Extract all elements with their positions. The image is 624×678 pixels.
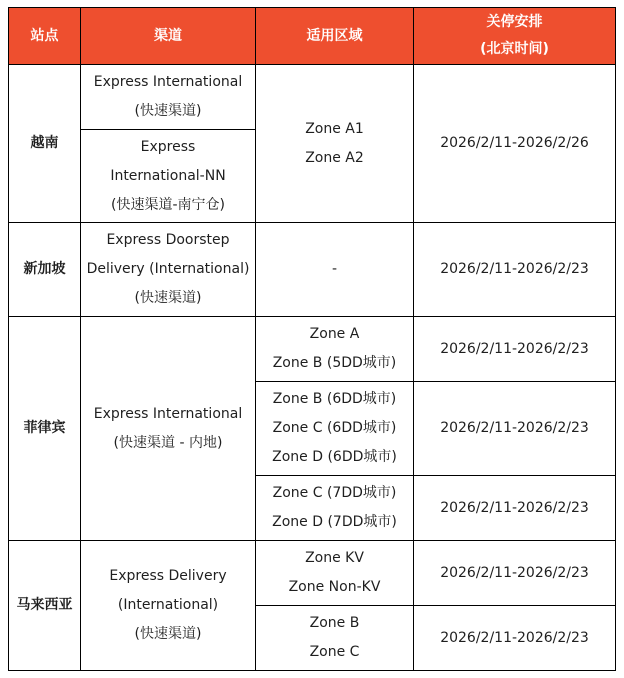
zone-philippines-3: [256, 476, 414, 541]
zone-malaysia-1: [256, 541, 414, 606]
zone-line: Zone KV: [305, 550, 364, 566]
channel-line: (International): [117, 597, 219, 613]
channel-line: (快速渠道): [134, 290, 202, 306]
channel-line: (快速渠道 - 内地): [113, 434, 223, 451]
zone-line: Zone C: [309, 644, 360, 660]
header-channel: 渠道: [81, 8, 256, 65]
date-philippines-2: 2026/2/11-2026/2/23: [414, 382, 616, 476]
table-row-malaysia-1: [9, 541, 616, 606]
suspension-schedule-table: [8, 7, 616, 671]
zone-line: Zone A2: [305, 149, 364, 166]
site-philippines: 菲律宾: [9, 317, 81, 541]
header-zone: 适用区域: [256, 8, 414, 65]
channel-line: (快速渠道): [134, 626, 202, 642]
channel-vietnam-express-nn: [81, 130, 256, 223]
channel-line: Express: [140, 138, 196, 155]
date-vietnam: 2026/2/11-2026/2/26: [414, 65, 616, 223]
zone-line: Zone D (7DD城市): [272, 514, 397, 530]
channel-line: Express International: [93, 405, 243, 422]
zone-line: Zone A: [309, 326, 360, 342]
date-malaysia-2: 2026/2/11-2026/2/23: [414, 606, 616, 671]
header-suspension: [414, 8, 616, 65]
header-site: 站点: [9, 8, 81, 65]
channel-line: (快速渠道): [134, 103, 202, 119]
table-row-singapore: [9, 223, 616, 317]
zone-line: Zone B: [309, 615, 360, 631]
zone-line: Zone Non-KV: [288, 579, 381, 595]
channel-vietnam-express: [81, 65, 256, 130]
zone-singapore: -: [256, 223, 414, 317]
channel-line: Express Doorstep: [106, 232, 230, 248]
zone-line: Zone A1: [305, 120, 364, 137]
date-philippines-1: 2026/2/11-2026/2/23: [414, 317, 616, 382]
date-singapore: 2026/2/11-2026/2/23: [414, 223, 616, 317]
date-philippines-3: 2026/2/11-2026/2/23: [414, 476, 616, 541]
header-row: [9, 8, 616, 65]
channel-line: Express Delivery: [109, 568, 227, 584]
channel-philippines: [81, 317, 256, 541]
channel-line: (快速渠道-南宁仓): [111, 196, 225, 213]
channel-malaysia: [81, 541, 256, 671]
zone-vietnam: [256, 65, 414, 223]
zone-line: Zone D (6DD城市): [272, 449, 397, 465]
table-row-vietnam-1: [9, 65, 616, 130]
zone-philippines-2: [256, 382, 414, 476]
header-suspension-timezone: (北京时间): [480, 41, 549, 57]
channel-line: Express International: [93, 74, 243, 90]
channel-line: Delivery (International): [86, 261, 250, 277]
date-malaysia-1: 2026/2/11-2026/2/23: [414, 541, 616, 606]
site-malaysia: 马来西亚: [9, 541, 81, 671]
zone-malaysia-2: [256, 606, 414, 671]
channel-line: International-NN: [110, 167, 226, 184]
zone-line: Zone B (6DD城市): [272, 391, 397, 407]
zone-line: Zone C (7DD城市): [272, 485, 397, 501]
header-suspension-title: 关停安排: [486, 14, 543, 30]
site-vietnam: 越南: [9, 65, 81, 223]
channel-singapore: [81, 223, 256, 317]
zone-philippines-1: [256, 317, 414, 382]
zone-line: Zone C (6DD城市): [272, 420, 397, 436]
zone-line: Zone B (5DD城市): [272, 355, 397, 371]
table-row-philippines-1: [9, 317, 616, 382]
site-singapore: 新加坡: [9, 223, 81, 317]
